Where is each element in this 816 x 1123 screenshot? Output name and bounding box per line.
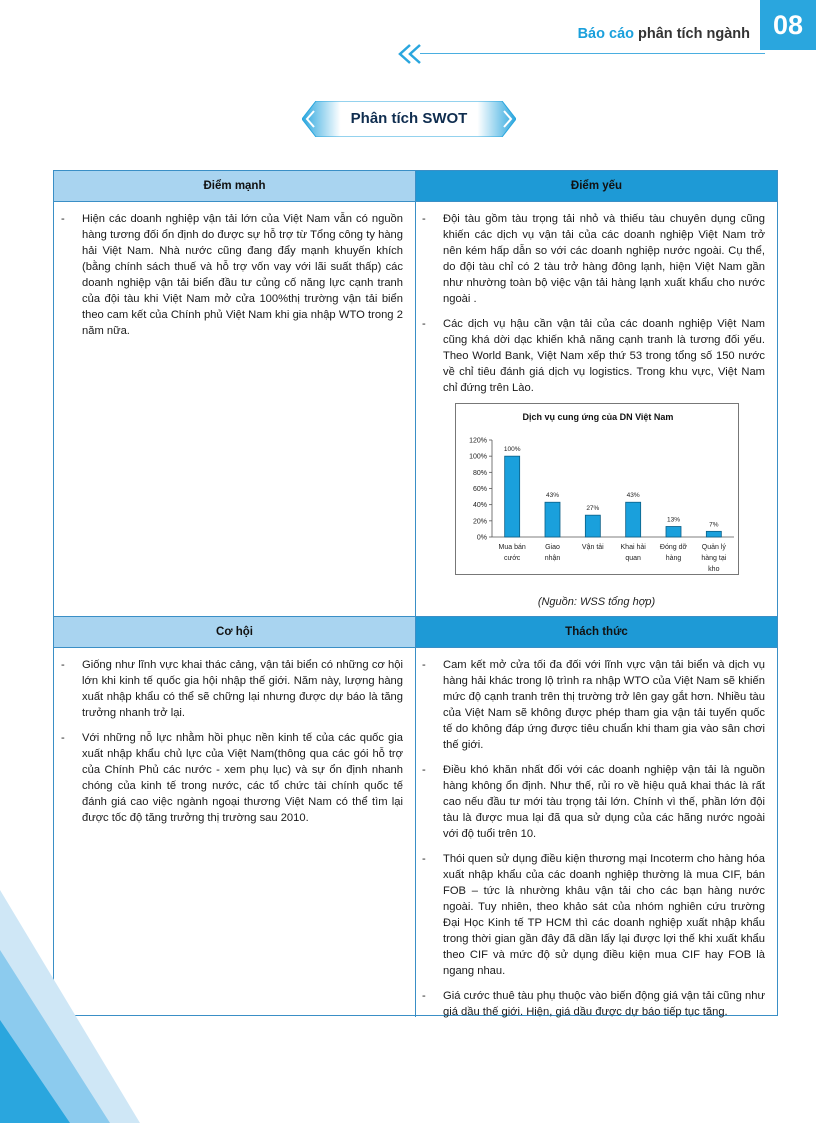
y-tick-label: 0% <box>476 534 487 542</box>
data-label: 27% <box>586 505 600 513</box>
list-item: - Hiện các doanh nghiệp vận tải lớn của Việt Nam vẫn có nguồn hàng tương đối ổn định do được sự hỗ trợ từ Tổng công ty hàng hải Việt Nam. Nhà nước cũng đang đẩy mạnh khuyến khích (bằng chính sách thuế và hỗ trợ vốn vay với lãi suất thấp) các doanh nghiệp vận tải biển đầu tư củng cố năng lực cạnh tranh của đội tàu khi Việt Nam mở cửa 100%thị trường vận tải biển theo cam kết của Chính phủ Việt Nam khi gia nhập WTO trong 2 năm nữa. <box>61 211 403 339</box>
x-tick-label: Đóng dỡ <box>659 544 688 551</box>
strengths-list <box>61 211 403 348</box>
x-tick-label: Khai hải <box>620 544 646 551</box>
y-tick-label: 100% <box>469 453 487 461</box>
data-label: 13% <box>666 516 681 524</box>
report-title-rest: phân tích ngành <box>634 26 750 42</box>
chart-title: Dịch vụ cung ứng của DN Việt Nam <box>522 412 674 422</box>
chart-source: (Nguồn: WSS tổng hợp) <box>537 596 656 608</box>
chart-bar <box>706 531 721 537</box>
double-chevron-left-icon <box>396 42 426 66</box>
weaknesses-heading: Điểm yếu <box>416 171 777 201</box>
list-item: - Thói quen sử dụng điều kiện thương mại Incoterm cho hàng hóa xuất nhập khẩu của các doanh nghiệp thường là mua CIF, bán FOB – tức là nhường khâu vận tải cho các bạn hàng nước ngoài. Tuy nhiên, theo khảo sát của nhóm nghiên cứu trường Đại Học Kinh tế TP HCM thì các doanh nghiệp xuất nhập khẩu trong thời gian gần đây đã dần lấy lại được lợi thế khi xuất khẩu theo CIF và mức độ sử dụng điều kiện mua CIF hay FOB là ngang nhau. <box>422 851 765 979</box>
report-title <box>578 26 750 42</box>
chart-svg <box>456 404 740 576</box>
chart-bar <box>505 456 520 537</box>
chart-bar <box>666 526 681 537</box>
data-label: 43% <box>626 492 640 500</box>
data-label: 7% <box>709 521 719 529</box>
data-label: 43% <box>545 492 560 500</box>
list-item: - Các dịch vụ hậu cần vận tải của các doanh nghiệp Việt Nam cũng khá dời dạc khiến khả năng cạnh tranh là tương đối yếu. Theo World Bank, Việt Nam xếp thứ 53 trong tổng số 150 nước về chỉ tiêu đánh giá dịch vụ logistics. Trong khu vực, Việt Nam chỉ đứng trên Lào. <box>422 316 765 396</box>
list-item: - Điều khó khăn nhất đối với các doanh nghiệp vận tải là nguồn hàng không ổn định. Như thế, rủi ro về hiệu quả khai thác là rất cao nếu đầu tư mới tàu trọng tải lớn. Chính vì thế, phần lớn đội tàu là được mua lại đã qua sử dụng của các hãng nước ngoài với độ tuổi trên 10. <box>422 762 765 842</box>
y-tick-label: 60% <box>472 486 487 493</box>
page-number: 08 <box>760 0 816 50</box>
x-tick-label: hàng tại <box>701 555 727 562</box>
x-tick-label: kho <box>708 566 720 573</box>
strengths-heading: Điểm mạnh <box>54 171 415 201</box>
y-tick-label: 20% <box>472 518 487 526</box>
chart-bar <box>585 515 600 537</box>
report-title-accent: Báo cáo <box>577 26 634 42</box>
row-divider <box>54 647 777 648</box>
data-label: 100% <box>503 446 521 454</box>
list-item: - Giá cước thuê tàu phụ thuộc vào biến động giá vận tải cũng như giá dầu thế giới. Hiện, giá dầu được dự báo tiếp tục tăng. <box>422 988 765 1020</box>
x-tick-label: Vận tải <box>581 544 604 551</box>
section-title-badge <box>302 101 516 137</box>
x-tick-label: Mua bán <box>498 544 526 551</box>
x-tick-label: Quản lý <box>701 544 726 551</box>
list-item: - Cam kết mở cửa tối đa đối với lĩnh vực vận tải biển và dịch vụ hàng hải khác trong lộ trình ra nhập WTO của Việt Nam sẽ khiến mức độ cạnh tranh trên thị trường trở lên gay gắt hơn. Nhiều tàu của Việt Nam sẽ không được phép tham gia vận tải tuyến quốc tế do không đáp ứng được tiêu chuẩn khi tham gia vào sân chơi thế giới. <box>422 657 765 753</box>
list-item: - Với những nỗ lực nhằm hồi phục nền kinh tế của các quốc gia xuất nhập khẩu chủ lực của Việt Nam(thông qua các gói hỗ trợ của Chính Phủ các nước - xem phụ lục) và sự ổn định nhanh chóng của kinh tế trong nước, các tổ chức tài chính quốc tế đánh giá cao việc ngành ngoại thương Việt Nam có thể tìm lại được tốc độ tăng trưởng thị trường sau 2010. <box>61 730 403 826</box>
opportunities-list <box>61 657 403 835</box>
x-tick-label: cước <box>504 555 521 562</box>
y-tick-label: 40% <box>472 502 487 510</box>
threats-heading: Thách thức <box>416 617 777 647</box>
x-tick-label: quan <box>625 555 641 562</box>
x-tick-label: Giao <box>545 544 560 551</box>
bar-chart <box>455 403 739 575</box>
list-item: - Giống như lĩnh vực khai thác cảng, vận tải biển có những cơ hội lớn khi kinh tế quốc gia hội nhập thế giới. Năm này, lượng hàng xuất nhập khẩu có thể sẽ chững lại nhưng được dự báo là tăng trưởng nhanh trở lại. <box>61 657 403 721</box>
x-tick-label: nhận <box>544 555 561 562</box>
opportunities-heading: Cơ hội <box>54 617 415 647</box>
threats-list <box>422 657 765 1029</box>
chart-bar <box>626 502 641 537</box>
corner-decoration <box>0 870 140 1123</box>
chart-area <box>416 171 777 616</box>
list-item: - Đội tàu gồm tàu trọng tải nhỏ và thiếu tàu chuyên dụng cũng khiến các dịch vụ vận tải của các doanh nghiệp Việt Nam trở nên kém hấp dẫn so với các doanh nghiệp nước ngoài. Cụ thể, do đội tàu chỉ có 2 tàu trở hàng đông lạnh, hiện Việt Nam gần như nhường toàn bộ việc vận tải hàng lạnh xuất khẩu cho nước ngoài . <box>422 211 765 307</box>
x-tick-label: hàng <box>665 555 682 562</box>
page-header <box>0 0 816 70</box>
swot-table <box>53 170 778 1016</box>
chart-bar <box>545 502 560 537</box>
section-title: Phân tích SWOT <box>350 110 468 127</box>
y-tick-label: 120% <box>469 437 487 445</box>
header-rule <box>420 53 765 54</box>
y-tick-label: 80% <box>472 469 487 477</box>
